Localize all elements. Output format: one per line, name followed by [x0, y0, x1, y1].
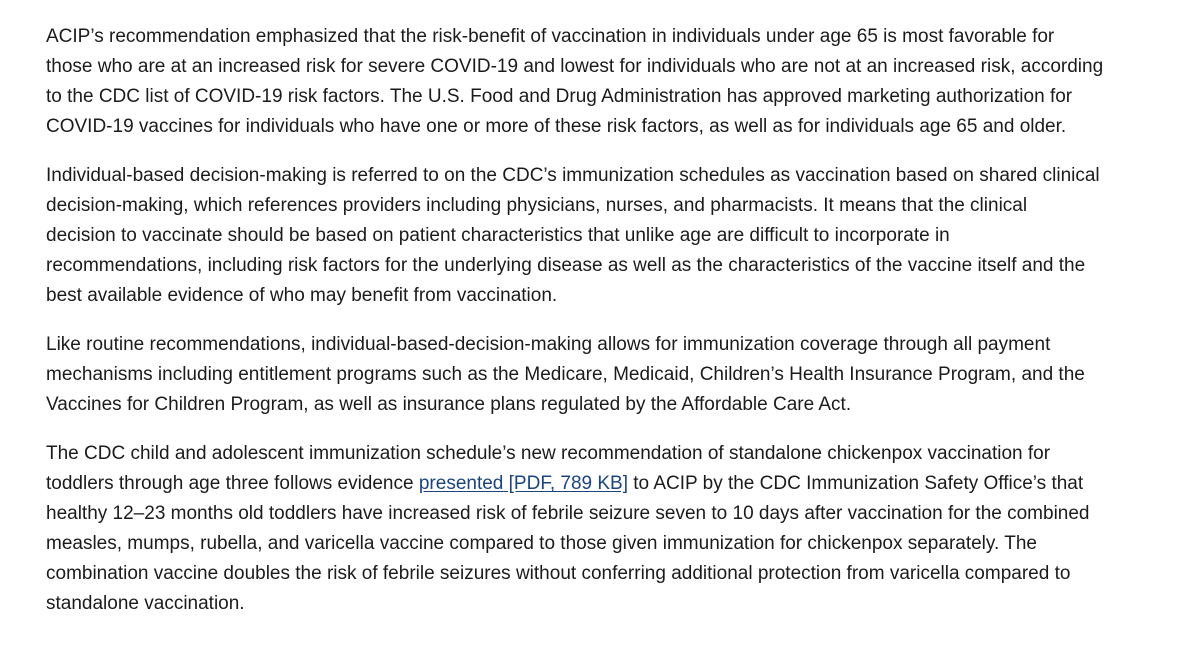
text-segment: toddlers through age three follows evidence [46, 473, 419, 494]
presented-pdf-link[interactable]: presented [PDF, 789 KB] [418, 473, 628, 494]
paragraph-acip-recommendation [46, 22, 1156, 142]
text-line: to the CDC list of COVID-19 risk factors. The U.S. Food and Drug Administration has approved marketing authorization for [46, 86, 1073, 107]
text-line: Vaccines for Children Program, as well as insurance plans regulated by the Affordable Care Act. [46, 394, 852, 415]
article-body [46, 22, 1156, 619]
text-line: ACIP’s recommendation emphasized that the risk-benefit of vaccination in individuals under age 65 is most favorable for [46, 26, 1055, 47]
text-line: those who are at an increased risk for severe COVID-19 and lowest for individuals who are not at an increased risk, according [46, 56, 1104, 77]
text-line-with-link [46, 469, 1156, 499]
text-line: decision to vaccinate should be based on patient characteristics that unlike age are difficult to incorporate in [46, 225, 950, 246]
text-line: decision-making, which references providers including physicians, nurses, and pharmacists. It means that the clinical [46, 195, 1028, 216]
text-line: COVID-19 vaccines for individuals who have one or more of these risk factors, as well as for individuals age 65 and older. [46, 116, 1067, 137]
text-line: standalone vaccination. [46, 593, 245, 614]
paragraph-payment-coverage [46, 330, 1156, 420]
paragraph-chickenpox-schedule [46, 439, 1156, 619]
text-line: recommendations, including risk factors for the underlying disease as well as the characteristics of the vaccine itself and the [46, 255, 1086, 276]
paragraph-individual-decision-making [46, 161, 1156, 311]
text-line: The CDC child and adolescent immunization schedule’s new recommendation of standalone chickenpox vaccination for [46, 443, 1051, 464]
text-line: healthy 12–23 months old toddlers have increased risk of febrile seizure seven to 10 days after vaccination for the combined [46, 503, 1090, 524]
text-line: Like routine recommendations, individual-based-decision-making allows for immunization coverage through all payment [46, 334, 1051, 355]
text-line: best available evidence of who may benefit from vaccination. [46, 285, 558, 306]
text-line: combination vaccine doubles the risk of febrile seizures without conferring additional protection from varicella compared to [46, 563, 1071, 584]
text-line: mechanisms including entitlement programs such as the Medicare, Medicaid, Children’s Health Insurance Program, and the [46, 364, 1085, 385]
text-line: Individual-based decision-making is referred to on the CDC’s immunization schedules as vaccination based on shared clinical [46, 165, 1100, 186]
text-line: measles, mumps, rubella, and varicella vaccine compared to those given immunization for chickenpox separately. The [46, 533, 1037, 554]
text-segment: to ACIP by the CDC Immunization Safety Office’s that [627, 473, 1084, 494]
